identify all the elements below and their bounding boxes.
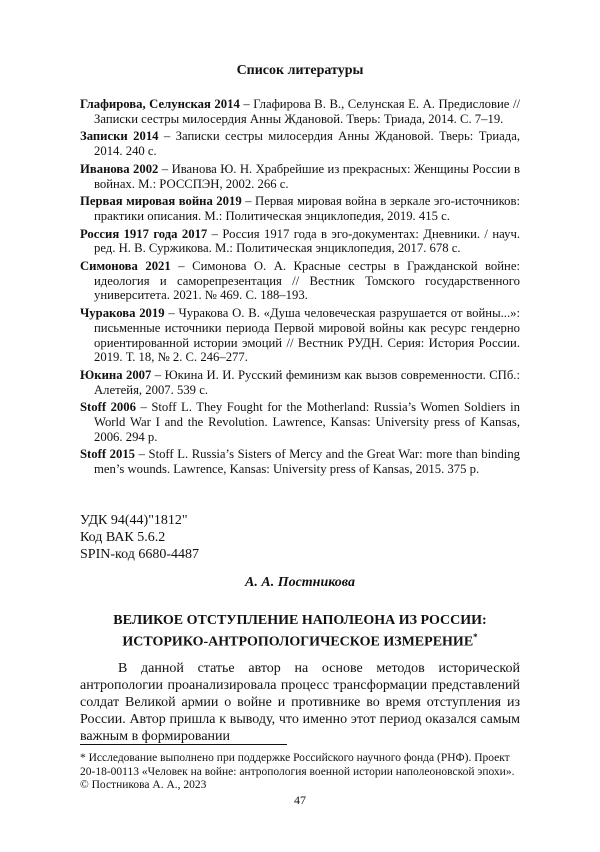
reference-item — [80, 227, 520, 256]
udk-code: УДК 94(44)"1812" — [80, 513, 188, 528]
reference-item — [80, 97, 520, 126]
reference-item — [80, 129, 520, 158]
reference-text: – Иванова Ю. Н. Храбрейшие из прекрасных: Женщины России в войнах. М.: РОССПЭН, 2002. 266 с. — [94, 161, 520, 191]
article-title-line-text: ИСТОРИКО-АНТРОПОЛОГИЧЕСКОЕ ИЗМЕРЕНИЕ — [122, 634, 474, 650]
vak-code: Код ВАК 5.6.2 — [80, 530, 166, 545]
reference-key: Чуракова 2019 — [80, 306, 165, 321]
article-title-line — [80, 629, 520, 651]
reference-item — [80, 447, 520, 476]
reference-text: – Чуракова О. В. «Душа человеческая разрушается от войны...»: письменные источники периода Первой мировой войны как ресурс гендерно ориентированной истории эмоций // Вестник РУДН. Серия: История России. 2019. Т. 18, № 2. С. 246–277. — [94, 306, 520, 365]
spin-code: SPIN-код 6680-4487 — [80, 547, 199, 562]
footnote-text: * Исследование выполнено при поддержке Российского научного фонда (РНФ). Проект 20-18-00113 «Человек на войне: антропология военной истории наполеоновской эпохи». — [80, 752, 515, 778]
reference-text: – Симонова О. А. Красные сестры в Гражданской войне: идеология и саморепрезентация // Вестник Томского государственного университета. 2021. № 469. С. 188–193. — [94, 259, 521, 303]
reference-text: – Записки сестры милосердия Анны Ждановой. Тверь: Триада, 2014. 240 с. — [94, 129, 521, 159]
reference-item — [80, 400, 520, 444]
reference-text: – Первая мировая война в зеркале эго-источников: практики описания. М.: Политическая энциклопедия, 2019. 415 с. — [94, 194, 520, 223]
reference-item — [80, 259, 520, 303]
reference-key: Симонова 2021 — [80, 259, 171, 274]
article-author: А. А. Постникова — [245, 575, 355, 590]
reference-key: Записки 2014 — [80, 129, 159, 144]
reference-list — [80, 97, 520, 480]
reference-key: Юкина 2007 — [80, 367, 152, 382]
reference-key: Первая мировая война 2019 — [80, 194, 242, 209]
reference-item — [80, 306, 520, 365]
article-title-line: ВЕЛИКОЕ ОТСТУПЛЕНИЕ НАПОЛЕОНА ИЗ РОССИИ: — [113, 613, 487, 628]
reference-text: – Юкина И. И. Русский феминизм как вызов современности. СПб.: Алетейя, 2007. 539 с. — [94, 367, 520, 397]
reference-item — [80, 194, 520, 223]
copyright-line: © Постникова А. А., 2023 — [80, 779, 207, 791]
classification-block — [80, 512, 380, 563]
reference-item — [80, 162, 520, 191]
article-abstract: В данной статье автор на основе методов исторической антропологии проанализировала процесс трансформации представлений солдат Великой армии о войне и противнике во время отступления из России. Автор пришла к выводу, что именно этот период оказался самым важным в формировании — [80, 661, 520, 744]
reference-key: Иванова 2002 — [80, 161, 159, 176]
reference-key: Stoff 2006 — [80, 400, 136, 415]
references-heading: Список литературы — [236, 63, 364, 78]
reference-key: Россия 1917 года 2017 — [80, 226, 208, 241]
reference-text: – Stoff L. They Fought for the Motherland: Russia’s Women Soldiers in World War I and the Revolution. Lawrence, Kansas: University press of Kansas, 2006. 294 p. — [94, 400, 520, 444]
reference-key: Глафирова, Селунская 2014 — [80, 97, 240, 111]
reference-text: – Stoff L. Russia’s Sisters of Mercy and the Great War: more than binding men’s wounds. Lawrence, Kansas: University press of Kansas, 2015. 375 p. — [94, 447, 521, 477]
article-title — [80, 612, 520, 651]
footnote — [80, 752, 520, 793]
reference-key: Stoff 2015 — [80, 447, 136, 462]
reference-text: – Глафирова В. В., Селунская Е. А. Предисловие // Записки сестры милосердия Анны Ждановой. Тверь: Триада, 2014. С. 7–19. — [94, 97, 520, 126]
footnote-divider — [80, 744, 287, 745]
reference-text: – Россия 1917 года в эго-документах: Дневники. / науч. ред. Н. В. Суржикова. М.: Политическая энциклопедия, 2017. 678 с. — [94, 226, 521, 256]
page-number: 47 — [294, 793, 306, 807]
footnote-marker: * — [473, 632, 478, 642]
reference-item — [80, 368, 520, 397]
